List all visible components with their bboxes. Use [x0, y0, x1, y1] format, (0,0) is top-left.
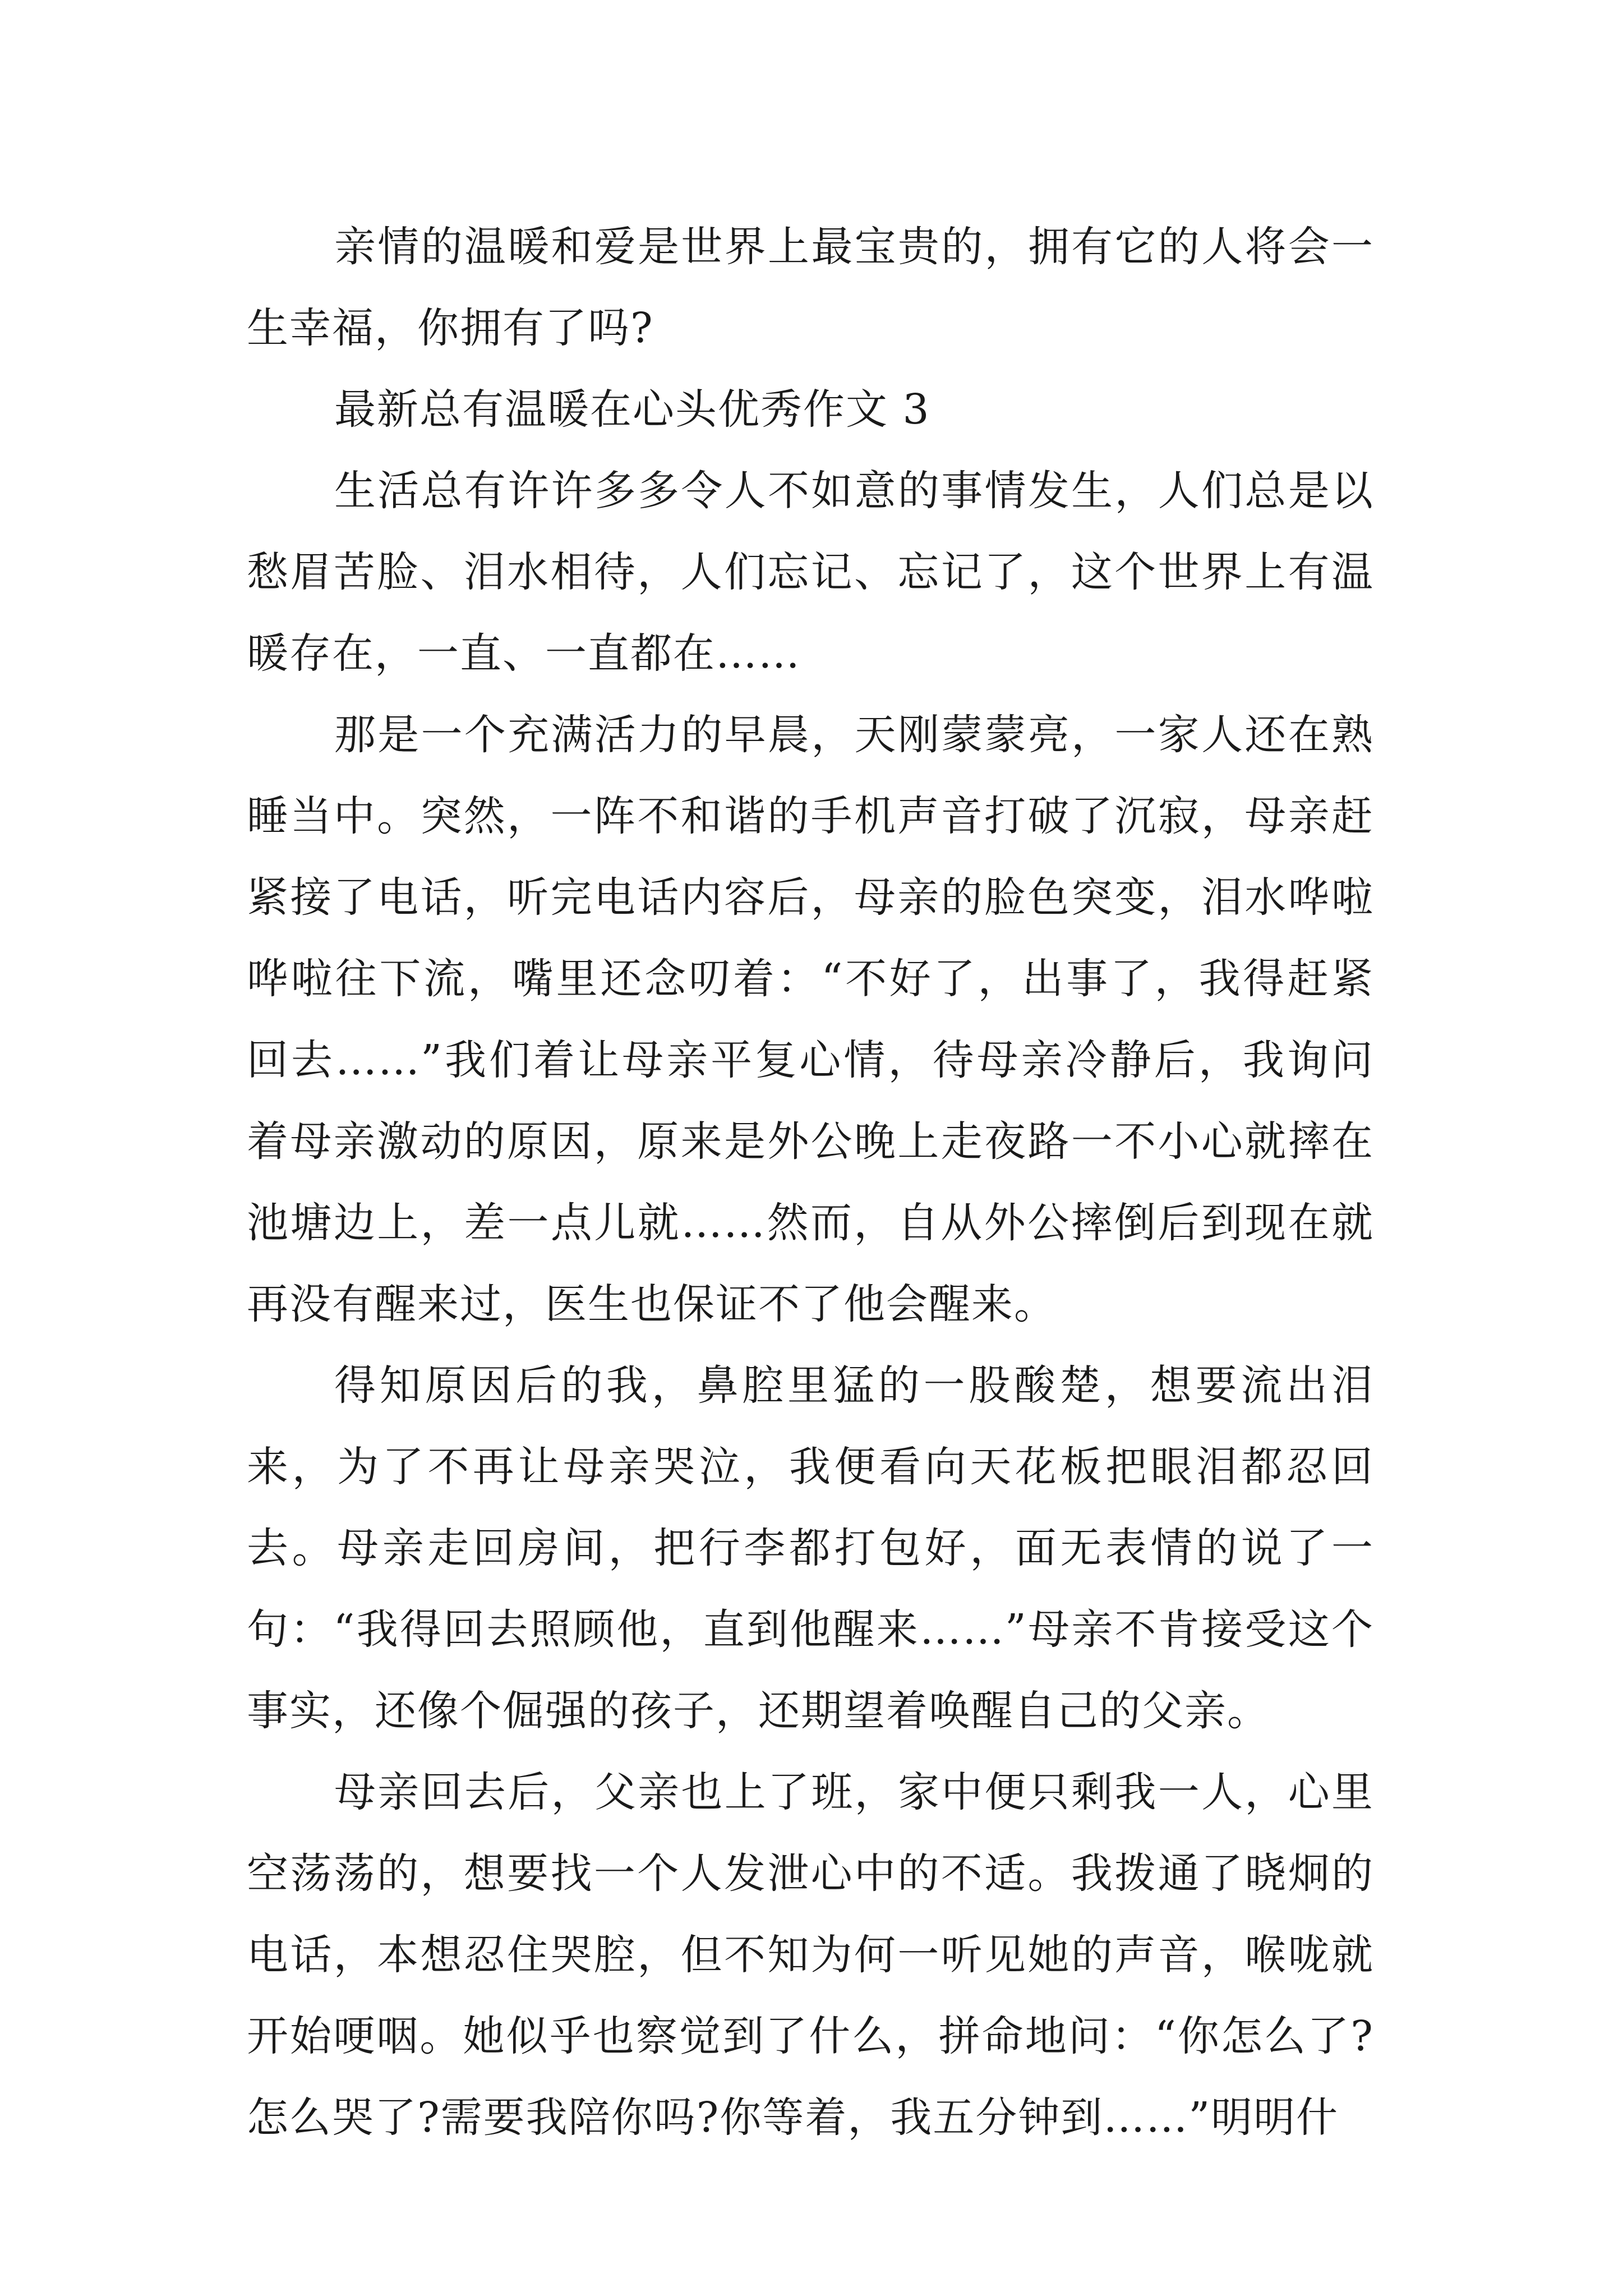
paragraph-intro: 生活总有许许多多令人不如意的事情发生，人们总是以愁眉苦脸、泪水相待，人们忘记、忘记了，这个世界上有温暖存在，一直、一直都在…… [247, 467, 1374, 678]
essay-title: 最新总有温暖在心头优秀作文 3 [334, 385, 930, 434]
essay-body [247, 206, 1374, 2159]
paragraph-morning-call: 那是一个充满活力的早晨，天刚蒙蒙亮，一家人还在熟睡当中。突然，一阵不和谐的手机声音打破了沉寂，母亲赶紧接了电话，听完电话内容后，母亲的脸色突变，泪水哗啦哗啦往下流，嘴里还念叨着：“不好了，出事了，我得赶紧回去……”我们着让母亲平复心情，待母亲冷静后，我询问着母亲激动的原因，原来是外公晚上走夜路一不小心就摔在池塘边上，差一点儿就……然而，自从外公摔倒后到现在就再没有醒来过，医生也保证不了他会醒来。 [247, 711, 1374, 1328]
paragraph-closing-line: 亲情的温暖和爱是世界上最宝贵的，拥有它的人将会一生幸福，你拥有了吗? [247, 223, 1374, 352]
paragraph-learning-reason: 得知原因后的我，鼻腔里猛的一股酸楚，想要流出泪来，为了不再让母亲哭泣，我便看向天花板把眼泪都忍回去。母亲走回房间，把行李都打包好，面无表情的说了一句：“我得回去照顾他，直到他醒来……”母亲不肯接受这个事实，还像个倔强的孩子，还期望着唤醒自己的父亲。 [247, 1361, 1374, 1735]
paragraph-phone-friend: 母亲回去后，父亲也上了班，家中便只剩我一人，心里空荡荡的，想要找一个人发泄心中的不适。我拨通了晓炯的电话，本想忍住哭腔，但不知为何一听见她的声音，喉咙就开始哽咽。她似乎也察觉到了什么，拼命地问：“你怎么了?怎么哭了?需要我陪你吗?你等着，我五分钟到……”明明什 [247, 1768, 1374, 2142]
